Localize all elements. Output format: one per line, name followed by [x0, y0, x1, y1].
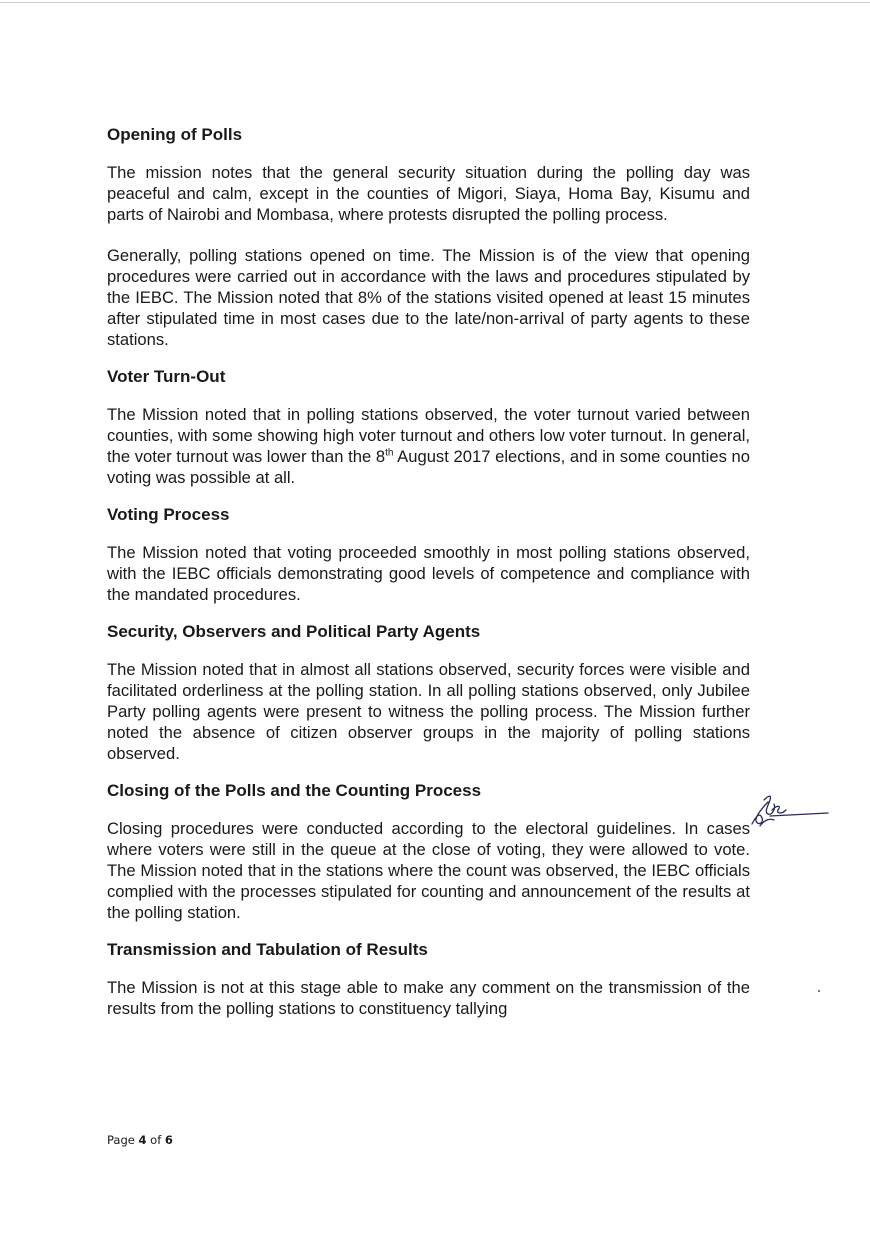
paragraph: The Mission is not at this stage able to make any comment on the transmission of the results from the polling stations to constituency tallying: [107, 978, 750, 1018]
ordinal-suffix: th: [385, 447, 394, 459]
paragraph: Closing procedures were conducted according to the electoral guidelines. In cases where voters were still in the queue at the close of voting, they were allowed to vote. The Mission noted that in the stations where the count was observed, the IEBC officials complied with the processes stipulated for counting and announcement of the results at the polling station.: [107, 819, 750, 922]
section-voter-turnout: [107, 366, 750, 488]
section-heading: Transmission and Tabulation of Results: [107, 940, 428, 959]
handwritten-initials: [748, 790, 830, 830]
page-footer: [107, 1133, 173, 1147]
section-heading: Opening of Polls: [107, 125, 243, 144]
paragraph: The Mission noted that in almost all stations observed, security forces were visible and facilitated orderliness at the polling station. In all polling stations observed, only Jubilee Party polling agents were present to witness the polling process. The Mission further noted the absence of citizen observer groups in the majority of polling stations observed.: [107, 660, 750, 763]
document-body: [107, 124, 750, 1035]
section-closing-and-counting: [107, 780, 750, 923]
section-voting-process: [107, 504, 750, 605]
paragraph-text: August 2017 elections, and in some counties no voting was possible at all.: [107, 447, 750, 487]
page-number: 4: [138, 1133, 147, 1147]
page-total: 6: [164, 1133, 173, 1147]
page-label: Page: [107, 1133, 135, 1147]
paragraph: Generally, polling stations opened on time. The Mission is of the view that opening procedures were carried out in accordance with the laws and procedures stipulated by the IEBC. The Mission noted that 8% of the stations visited opened at least 15 minutes after stipulated time in most cases due to the late/non-arrival of party agents to these stations.: [107, 246, 750, 349]
top-rule: [0, 2, 870, 3]
paragraph: The Mission noted that voting proceeded smoothly in most polling stations observed, with the IEBC officials demonstrating good levels of competence and compliance with the mandated procedures.: [107, 543, 750, 604]
paragraph: The mission notes that the general security situation during the polling day was peaceful and calm, except in the counties of Migori, Siaya, Homa Bay, Kisumu and parts of Nairobi and Mombasa, where protests disrupted the polling process.: [107, 163, 750, 224]
section-opening-of-polls: [107, 124, 750, 350]
scan-speck: [818, 990, 820, 992]
section-heading: Voting Process: [107, 505, 230, 524]
section-heading: Closing of the Polls and the Counting Process: [107, 781, 482, 800]
section-transmission-tabulation: [107, 939, 750, 1019]
paragraph: [107, 404, 750, 488]
paragraph-text: The Mission noted that in polling stations observed, the voter turnout varied between counties, with some showing high voter turnout and others low voter turnout. In general, the voter turnout was lower than the 8: [107, 405, 750, 466]
page-of-label: of: [150, 1133, 162, 1147]
section-heading: Voter Turn-Out: [107, 367, 226, 386]
section-security-observers-agents: [107, 621, 750, 764]
section-heading: Security, Observers and Political Party Agents: [107, 622, 481, 641]
